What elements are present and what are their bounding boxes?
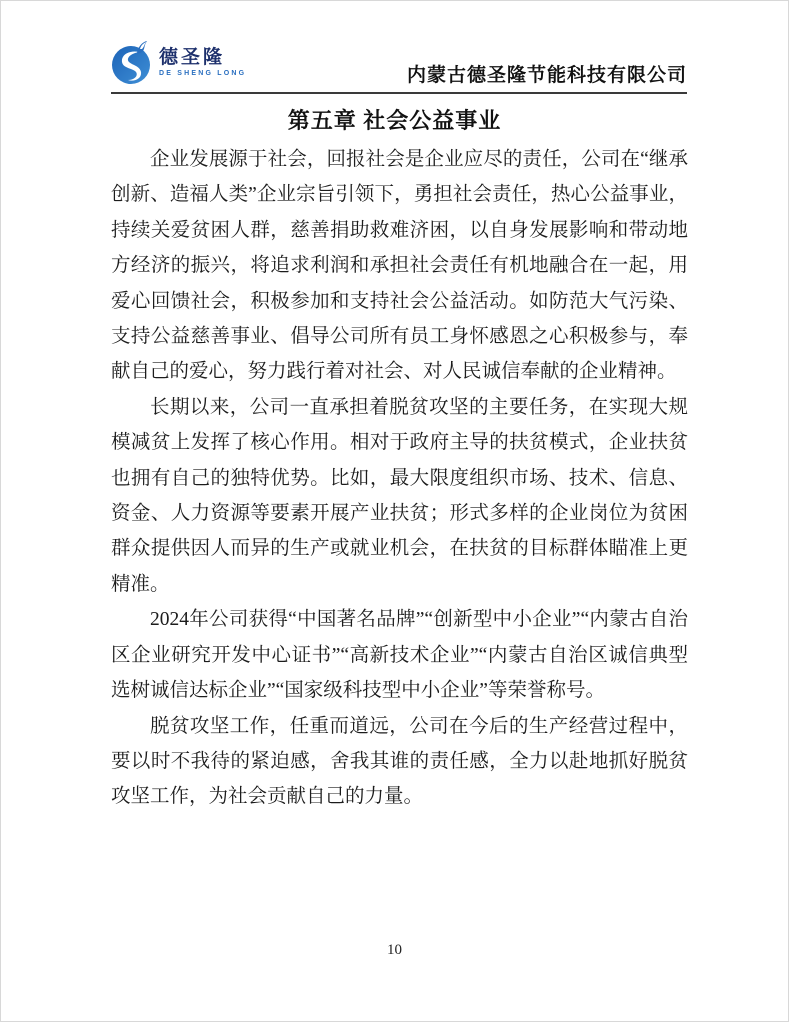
body-paragraph-1: 企业发展源于社会，回报社会是企业应尽的责任，公司在“继承创新、造福人类”企业宗旨引领下，勇担社会责任，热心公益事业，持续关爱贫困人群，慈善捐助救难济困，以自身发展影响和带动地方经济的振兴，将追求利润和承担社会责任有机地融合在一起，用爱心回馈社会，积极参加和支持社会公益活动。如防范大气污染、支持公益慈善事业、倡导公司所有员工身怀感恩之心积极参与，奉献自己的爱心，努力践行着对社会、对人民诚信奉献的企业精神。 bbox=[111, 149, 688, 383]
body-paragraph-2: 长期以来，公司一直承担着脱贫攻坚的主要任务，在实现大规模减贫上发挥了核心作用。相对于政府主导的扶贫模式，企业扶贫也拥有自己的独特优势。比如，最大限度组织市场、技术、信息、资金、人力资源等要素开展产业扶贫；形式多样的企业岗位为贫困群众提供因人而异的生产或就业机会，在扶贫的目标群体瞄准上更精准。 bbox=[111, 396, 688, 595]
company-name-header: 内蒙古德圣隆节能科技有限公司 bbox=[406, 65, 687, 86]
page-number: 10 bbox=[387, 942, 402, 958]
company-logo bbox=[111, 39, 246, 85]
logo-text-cn: 德圣隆 bbox=[159, 46, 226, 68]
body-paragraph-3: 2024年公司获得“中国著名品牌”“创新型中小企业”“内蒙古自治区企业研究开发中心证书”“高新技术企业”“内蒙古自治区诚信典型选树诚信达标企业”“国家级科技型中小企业”等荣誉称号。 bbox=[111, 609, 688, 702]
page-title: 第五章 社会公益事业 bbox=[287, 108, 502, 133]
document-body bbox=[111, 142, 688, 815]
page-header bbox=[111, 39, 687, 94]
logo-text bbox=[159, 48, 246, 77]
page-footer bbox=[1, 942, 788, 959]
body-paragraph-4: 脱贫攻坚工作，任重而道远，公司在今后的生产经营过程中，要以时不我待的紧迫感，舍我其谁的责任感，全力以赴地抓好脱贫攻坚工作，为社会贡献自己的力量。 bbox=[111, 715, 688, 808]
dragon-s-logo-icon bbox=[111, 39, 155, 85]
logo-text-en: DE SHENG LONG bbox=[159, 69, 247, 77]
